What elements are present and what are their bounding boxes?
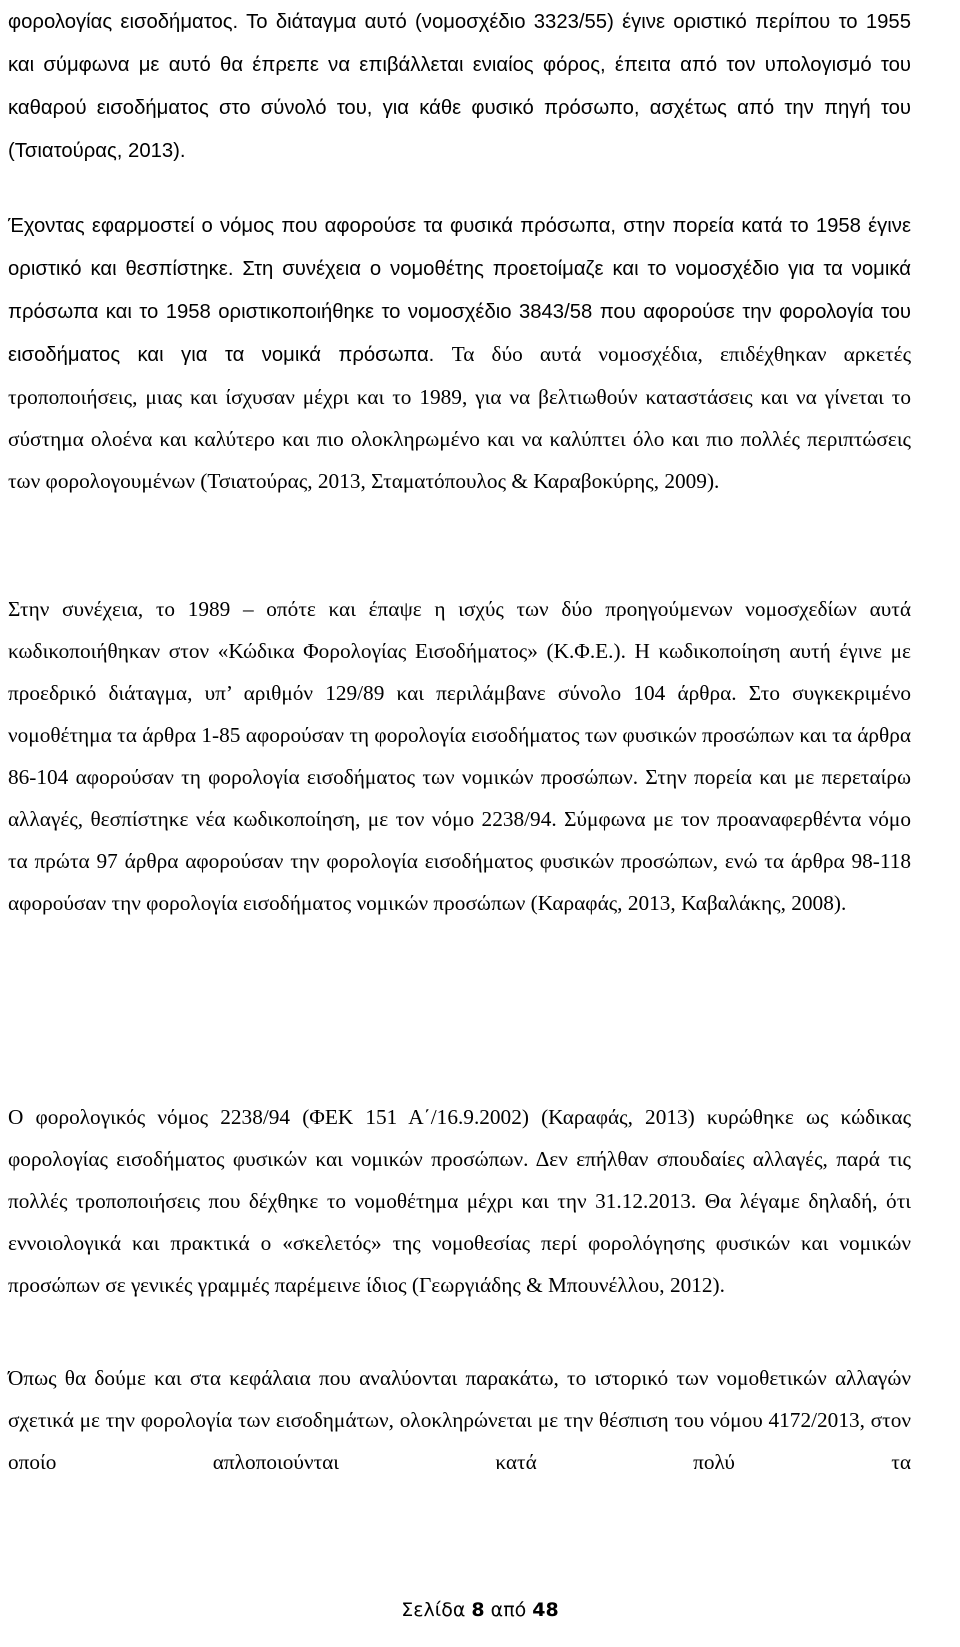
paragraph-2-sentence-3: Τα δύο αυτά νομοσχέδια, επιδέχθηκαν αρκετές τροποποιήσεις, μιας και ίσχυσαν μέχρι και το 1989, για να βελτιωθούν καταστάσεις και να γίνεται το σύστημα ολοένα και καλύτερο και πιο ολοκληρωμένο και να καλύπτει όλο και πιο πολλές περιπτώσεις των φορολογουμένων (Τσιατούρας, 2013, Σταματόπουλος & Καραβοκύρης, 2009). <box>8 342 912 493</box>
footer-middle: από <box>484 1599 533 1621</box>
paragraph-5 <box>8 1357 911 1483</box>
paragraph-1-sentence-3: φυσικό πρόσωπο, ασχέτως από την πηγή του (Τσιατούρας, 2013). <box>8 97 911 162</box>
paragraph-1-sentence-1: φορολογίας εισοδήματος. <box>8 11 247 33</box>
paragraph-3-text: Στην συνέχεια, το 1989 – οπότε και έπαψε η ισχύς των δύο προηγούμενων νομοσχεδίων αυτά κωδικοποιήθηκαν στον «Κώδικα Φορολογίας Εισοδήματος» (Κ.Φ.Ε.). Η κωδικοποίηση αυτή έγινε με προεδρικό διάταγμα, υπ’ αριθμόν 129/89 και περιλάμβανε σύνολο 104 άρθρα. Στο συγκεκριμένο νομοθέτημα τα άρθρα 1-85 αφορούσαν τη φορολογία εισοδήματος των φυσικών προσώπων και τα άρθρα 86-104 αφορούσαν τη φορολογία εισοδήματος των νομικών προσώπων. Στην πορεία και με περεταίρω αλλαγές, θεσπίστηκε νέα κωδικοποίηση, με τον νόμο 2238/94. Σύμφωνα με τον προαναφερθέντα νόμο τα πρώτα 97 άρθρα αφορούσαν την φορολογία εισοδήματος φυσικών προσώπων, ενώ τα άρθρα 98-118 αφορούσαν την φορολογία εισοδήματος νομικών προσώπων (Καραφάς, 2013, Καβαλάκης, 2008). <box>8 597 911 915</box>
paragraph-1-sentence-2: Το διάταγμα αυτό (νομοσχέδιο 3323/55) έγινε οριστικό περίπου το 1955 και σύμφωνα με αυτό θα έπρεπε να επιβάλλεται ενιαίος φόρος, έπειτα από τον υπολογισμό του καθαρού εισοδήματος στο σύνολό του, για κάθε <box>8 11 911 119</box>
paragraph-3 <box>8 588 911 924</box>
footer-current-page: 8 <box>471 1599 485 1621</box>
paragraph-5-text: Όπως θα δούμε και στα κεφάλαια που αναλύονται παρακάτω, το ιστορικό των νομοθετικών αλλαγών σχετικά με την φορολογία των εισοδημάτων, ολοκληρώνεται με την θέσπιση του νόμου 4172/2013, στον οποίο απλοποιούνται κατά πολύ τα <box>8 1366 911 1474</box>
paragraph-2-sentence-1: Έχοντας εφαρμοστεί ο νόμος που αφορούσε τα φυσικά πρόσωπα, στην πορεία κατά το 1958 έγινε οριστικό και θεσπίστηκε. <box>8 215 911 280</box>
page-footer <box>0 1596 960 1624</box>
paragraph-2 <box>8 204 911 502</box>
paragraph-4 <box>8 1096 911 1306</box>
paragraph-1 <box>8 0 911 172</box>
paragraph-2-sentence-2: Στη συνέχεια ο νομοθέτης προετοίμαζε και το νομοσχέδιο για τα νομικά πρόσωπα και το 1958 οριστικοποιήθηκε το νομοσχέδιο 3843/58 που αφορούσε την φορολογία του εισοδήματος και για τα νομικά πρόσωπα. <box>8 258 911 366</box>
footer-total-pages: 48 <box>532 1599 559 1621</box>
paragraph-4-text: Ο φορολογικός νόμος 2238/94 (ΦΕΚ 151 Α΄/16.9.2002) (Καραφάς, 2013) κυρώθηκε ως κώδικας φορολογίας εισοδήματος φυσικών και νομικών προσώπων. Δεν επήλθαν σπουδαίες αλλαγές, παρά τις πολλές τροποποιήσεις που δέχθηκε το νομοθέτημα μέχρι και την 31.12.2013. Θα λέγαμε δηλαδή, ότι εννοιολογικά και πρακτικά ο «σκελετός» της νομοθεσίας περί φορολόγησης φυσικών και νομικών προσώπων σε γενικές γραμμές παρέμεινε ίδιος (Γεωργιάδης & Μπουνέλλου, 2012). <box>8 1105 911 1297</box>
footer-prefix: Σελίδα <box>401 1599 472 1621</box>
